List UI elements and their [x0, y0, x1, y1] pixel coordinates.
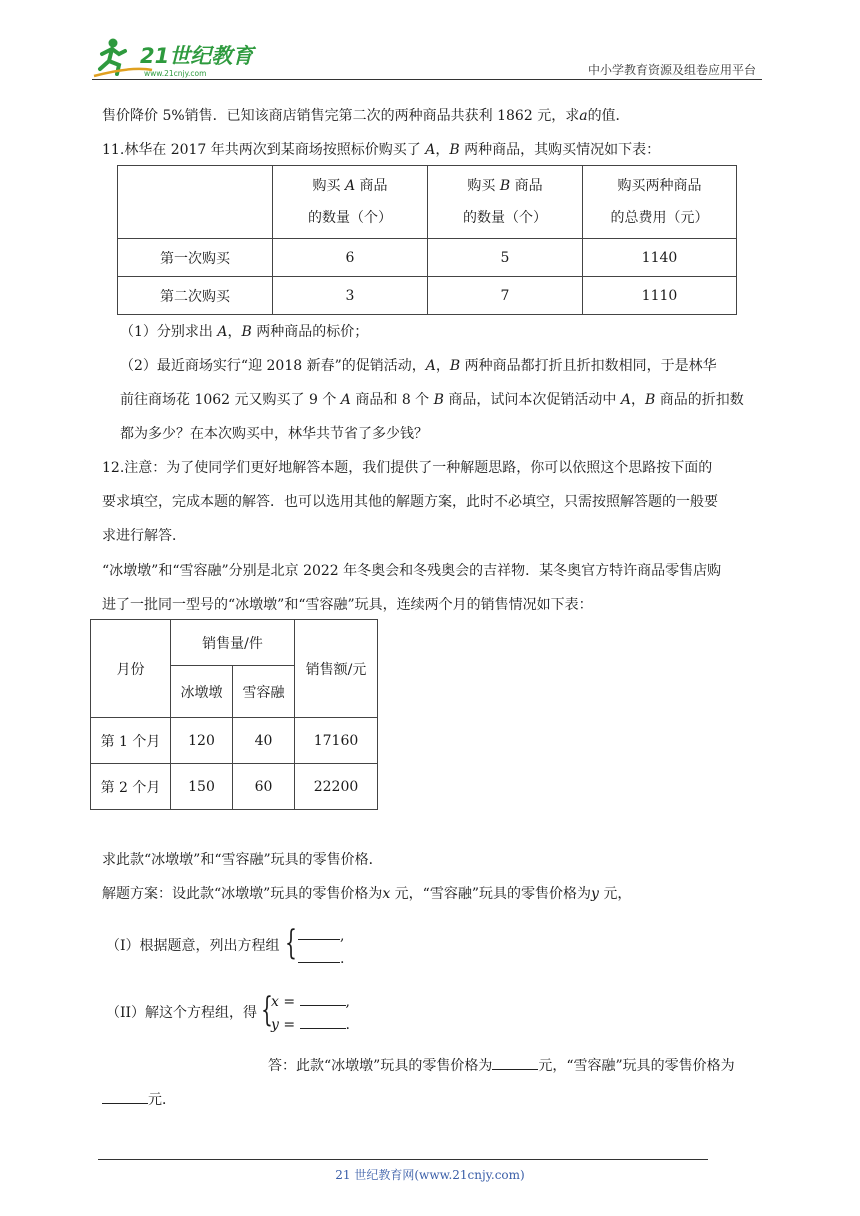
- header-cell-month: 月份: [91, 620, 171, 718]
- header-platform-text: 中小学教育资源及组卷应用平台: [587, 63, 756, 77]
- q12-plan: 解题方案：设此款“冰墩墩”玩具的零售价格为x 元，“雪容融”玩具的零售价格为y 元，: [102, 886, 632, 902]
- header-cell-b-qty: 购买 B 商品 的数量（个）: [428, 166, 583, 239]
- logo-url: www.21cnjy.com: [144, 69, 207, 78]
- q12-sales-table: [90, 619, 378, 810]
- q12-step2: （II）解这个方程组，得: [106, 1005, 258, 1021]
- q11-part2-line2: 前往商场花 1062 元又购买了 9 个 A 商品和 8 个 B 商品，试问本次促销活动中 A，B 商品的折扣数: [120, 392, 744, 408]
- header-cell-bingdwen: 冰墩墩: [171, 666, 233, 718]
- footer-divider: [98, 1159, 708, 1160]
- q12-answer-line1: 答：此款“冰墩墩”玩具的零售价格为 元，“雪容融”玩具的零售价格为: [268, 1055, 735, 1076]
- q10-tail: 售价降价 5%销售．已知该商店销售完第二次的两种商品共获利 1862 元，求a的值．: [102, 108, 630, 124]
- step1-blank-1: ,: [298, 925, 344, 944]
- table-row: 第 2 个月 150 60 22200: [91, 764, 378, 810]
- solution-y: y = .: [271, 1014, 350, 1033]
- q12-step1: （I）根据题意，列出方程组: [106, 938, 280, 954]
- step1-blank-2: .: [298, 948, 344, 967]
- header-divider: [92, 79, 762, 80]
- q11-part2-line1: （2）最近商场实行“迎 2018 新春”的促销活动，A，B 两种商品都打折且折扣数相同，于是林华: [120, 358, 717, 374]
- header-cell-xuerongrong: 雪容融: [233, 666, 295, 718]
- brace-icon: {: [261, 990, 273, 1030]
- q12-line1: 12.注意：为了使同学们更好地解答本题，我们提供了一种解题思路，你可以依照这个思路按下面的: [102, 460, 713, 476]
- q12-ask: 求此款“冰墩墩”和“雪容融”玩具的零售价格．: [102, 852, 383, 868]
- logo: [92, 36, 262, 80]
- q12-line3: 求进行解答．: [102, 528, 186, 544]
- q12-line4: “冰墩墩”和“雪容融”分别是北京 2022 年冬奥会和冬残奥会的吉祥物．某冬奥官方特许商品零售店购: [102, 563, 722, 579]
- q11-part1: （1）分别求出 A，B 两种商品的标价；: [120, 324, 369, 340]
- table-corner-cell: [118, 166, 273, 239]
- header-cell-qty: 销售量/件: [171, 620, 295, 666]
- q11-intro: 11.林华在 2017 年共两次到某商场按照标价购买了 A，B 两种商品，其购买情况如下表：: [102, 142, 661, 158]
- header-cell-amount: 销售额/元: [295, 620, 378, 718]
- q12-answer-line2: 元．: [102, 1089, 176, 1110]
- q12-line2: 要求填空，完成本题的解答．也可以选用其他的解题方案，此时不必填空，只需按照解答题的一般要: [102, 494, 718, 510]
- table-row: 第 1 个月 120 40 17160: [91, 718, 378, 764]
- footer-text: 21 世纪教育网(www.21cnjy.com): [335, 1168, 525, 1182]
- header-cell-a-qty: 购买 A 商品 的数量（个）: [273, 166, 428, 239]
- q11-part2-line3: 都为多少？在本次购买中，林华共节省了多少钱？: [120, 426, 428, 442]
- logo-text: 21世纪教育: [140, 44, 254, 68]
- table-row: 第二次购买 3 7 1110: [118, 277, 737, 315]
- q12-line5: 进了一批同一型号的“冰墩墩”和“雪容融”玩具，连续两个月的销售情况如下表：: [102, 597, 593, 613]
- solution-x: x = ,: [271, 991, 350, 1010]
- brace-icon: {: [285, 923, 297, 963]
- header-cell-total-cost: 购买两种商品 的总费用（元）: [583, 166, 737, 239]
- table-row: 第一次购买 6 5 1140: [118, 239, 737, 277]
- q11-purchase-table: [117, 165, 737, 315]
